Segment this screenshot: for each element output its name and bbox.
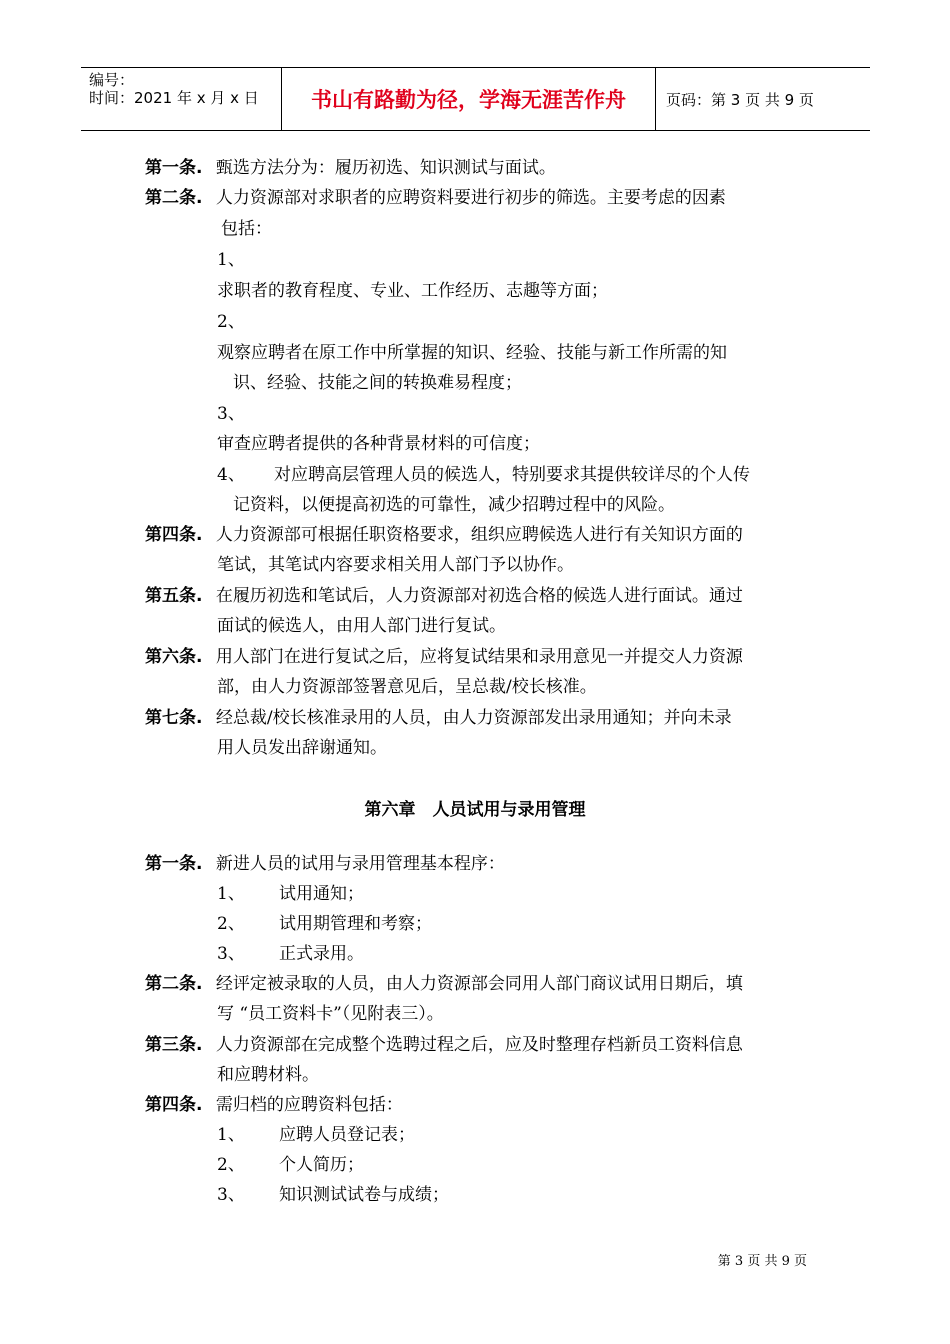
list-item (217, 1154, 364, 1176)
page-header (81, 67, 870, 131)
article-text: 需归档的应聘资料包括： (215, 1095, 403, 1115)
list-number: 2、 (217, 914, 245, 934)
article-label: 第七条. (145, 708, 203, 728)
footer-page-number: 第 3 页 共 9 页 (717, 1254, 807, 1269)
list-item (217, 1124, 415, 1146)
article-label: 第二条. (145, 188, 203, 208)
article-5 (145, 585, 743, 607)
article-text: 人力资源部在完成整个选聘过程之后，应及时整理存档新员工资料信息 (215, 1035, 743, 1055)
ch6-article-3 (145, 1034, 743, 1056)
list-item-text: 个人简历； (279, 1155, 364, 1175)
article-text: 甄选方法分为：履历初选、知识测试与面试。 (215, 158, 556, 178)
article-label: 第一条. (145, 854, 203, 874)
article-text-cont: 包括： (221, 219, 272, 239)
article-7 (145, 707, 732, 729)
article-text-cont: 用人员发出辞谢通知。 (217, 738, 387, 758)
list-number: 1、 (217, 250, 245, 270)
list-number: 4、 (217, 465, 245, 485)
list-number: 2、 (217, 312, 245, 332)
article-1 (145, 157, 556, 179)
article-text: 用人部门在进行复试之后，应将复试结果和录用意见一并提交人力资源 (215, 647, 743, 667)
header-motto: 书山有路勤为径，学海无涯苦作舟 (311, 88, 626, 112)
list-item-4 (217, 464, 750, 486)
article-text: 经评定被录取的人员，由人力资源部会同用人部门商议试用日期后，填 (215, 974, 743, 994)
article-text: 新进人员的试用与录用管理基本程序： (215, 854, 505, 874)
article-label: 第五条. (145, 586, 203, 606)
article-text: 经总裁/校长核准录用的人员，由人力资源部发出录用通知；并向未录 (215, 708, 732, 728)
article-4 (145, 524, 743, 546)
article-text-cont: 部，由人力资源部签署意见后，呈总裁/校长核准。 (217, 677, 597, 697)
list-item-cont: 记资料，以便提高初选的可靠性，减少招聘过程中的风险。 (233, 495, 675, 515)
list-item: 对应聘高层管理人员的候选人，特别要求其提供较详尽的个人传 (274, 465, 750, 485)
list-number: 3、 (217, 1185, 245, 1205)
list-item (217, 913, 432, 935)
code-label: 编号： (89, 71, 135, 89)
list-item (217, 1184, 449, 1206)
article-6 (145, 646, 743, 668)
article-label: 第三条. (145, 1035, 203, 1055)
list-number: 1、 (217, 884, 245, 904)
list-item-cont: 识、经验、技能之间的转换难易程度； (233, 373, 522, 393)
list-number: 3、 (217, 404, 245, 424)
ch6-article-1 (145, 853, 505, 875)
list-item: 观察应聘者在原工作中所掌握的知识、经验、技能与新工作所需的知 (217, 343, 727, 363)
list-number: 2、 (217, 1155, 245, 1175)
list-number: 3、 (217, 944, 245, 964)
ch6-article-4 (145, 1094, 403, 1116)
article-label: 第四条. (145, 525, 203, 545)
article-text: 在履历初选和笔试后，人力资源部对初选合格的候选人进行面试。通过 (215, 586, 743, 606)
article-label: 第六条. (145, 647, 203, 667)
article-text-cont: 写 “员工资料卡”（见附表三）。 (217, 1004, 444, 1024)
chapter-title: 第六章 人员试用与录用管理 (364, 800, 586, 820)
ch6-article-2 (145, 973, 743, 995)
list-item-text: 应聘人员登记表； (279, 1125, 415, 1145)
time-label: 时间：2021 年 x 月 x 日 (89, 89, 259, 107)
article-text-cont: 面试的候选人，由用人部门进行复试。 (217, 616, 506, 636)
article-text: 人力资源部对求职者的应聘资料要进行初步的筛选。主要考虑的因素 (215, 188, 726, 208)
header-divider (655, 68, 656, 130)
list-item: 审查应聘者提供的各种背景材料的可信度； (217, 434, 540, 454)
list-item: 求职者的教育程度、专业、工作经历、志趣等方面； (217, 281, 608, 301)
article-text: 人力资源部可根据任职资格要求，组织应聘候选人进行有关知识方面的 (215, 525, 743, 545)
article-label: 第四条. (145, 1095, 203, 1115)
list-item-text: 试用期管理和考察； (279, 914, 432, 934)
header-page-number: 页码：第 3 页 共 9 页 (666, 90, 814, 109)
article-text-cont: 笔试，其笔试内容要求相关用人部门予以协作。 (217, 555, 574, 575)
list-item-text: 正式录用。 (279, 944, 364, 964)
list-item (217, 883, 364, 905)
article-2 (145, 187, 726, 209)
header-meta (81, 68, 281, 130)
article-label: 第二条. (145, 974, 203, 994)
article-label: 第一条. (145, 158, 203, 178)
article-text-cont: 和应聘材料。 (217, 1065, 319, 1085)
list-number: 1、 (217, 1125, 245, 1145)
list-item-text: 知识测试试卷与成绩； (279, 1185, 449, 1205)
list-item (217, 943, 364, 965)
list-item-text: 试用通知； (279, 884, 364, 904)
